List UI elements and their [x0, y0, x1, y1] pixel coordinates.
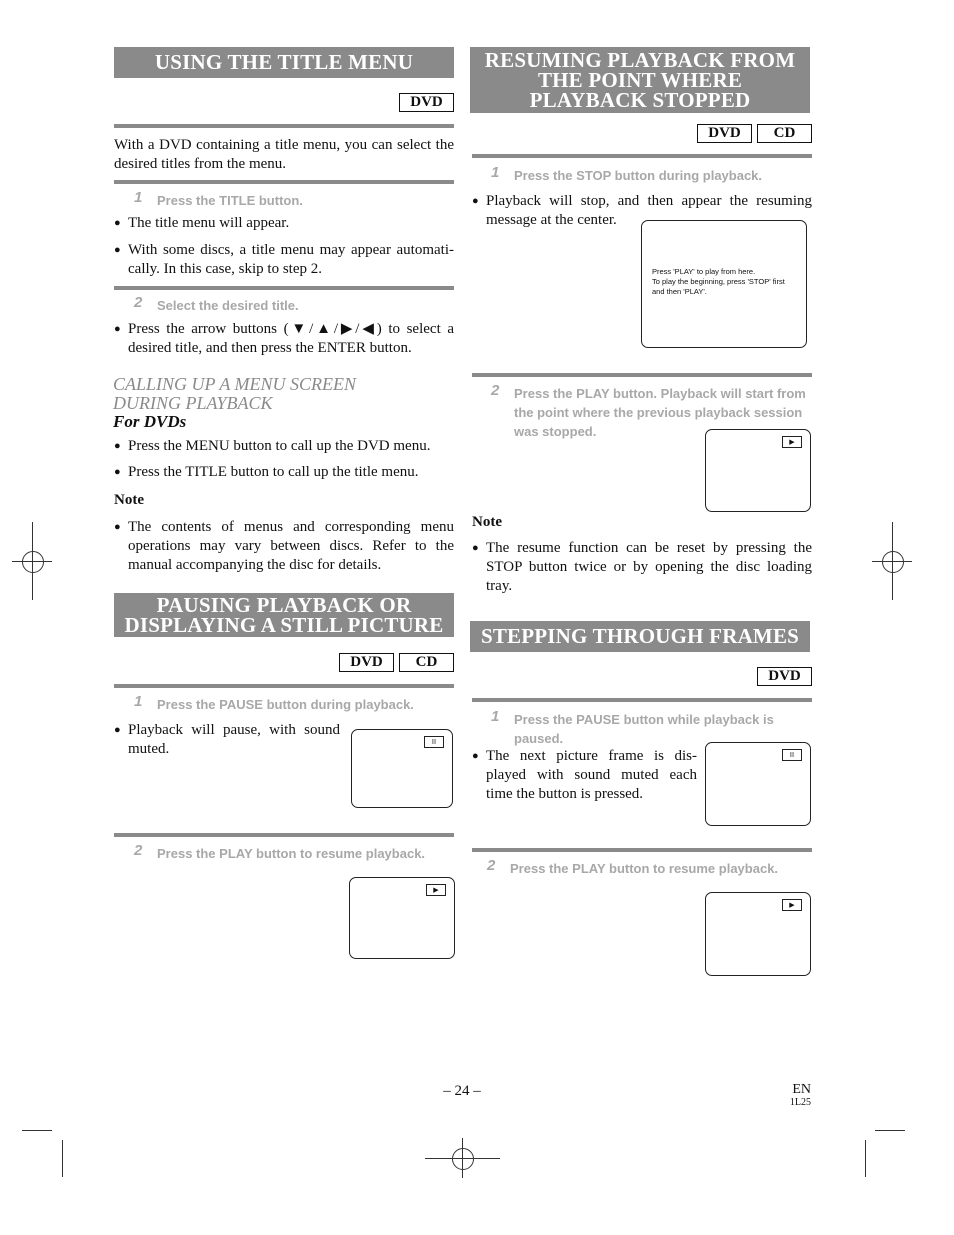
- bullet-text: Press the TITLE button to call up the title menu.: [128, 464, 419, 480]
- bullet-dot: ●: [114, 521, 121, 533]
- bullet-text: The contents of menus and corresponding menu operations may vary between discs. Refer to the manual accompanying the disc for details.: [128, 519, 454, 573]
- model-code: 1L25: [789, 1097, 811, 1108]
- play-icon: ▶: [782, 899, 802, 911]
- bullet-item: [114, 518, 454, 575]
- section-rule: [114, 833, 454, 837]
- dvd-tag: DVD: [757, 667, 812, 686]
- step-text: Press the PAUSE button while playback is paused.: [514, 712, 774, 746]
- resume-message: [652, 267, 785, 297]
- section-rule: [472, 154, 812, 158]
- crop-mark: [865, 1140, 866, 1177]
- resume-message-line2: To play the beginning, press 'STOP' first: [652, 277, 785, 286]
- page-number: – 24 –: [443, 1083, 481, 1099]
- crop-mark: [875, 1130, 905, 1131]
- stepping-heading: STEPPING THROUGH FRAMES: [470, 621, 810, 652]
- tv-screen-pause: [705, 742, 811, 826]
- section-rule: [472, 848, 812, 852]
- registration-line: [32, 522, 33, 600]
- section-rule: [472, 698, 812, 702]
- step-number: 1: [491, 164, 500, 181]
- bullet-dot: ●: [114, 724, 121, 736]
- step-2: [487, 859, 807, 878]
- step-number: 1: [134, 693, 143, 710]
- bullet-item: [114, 721, 340, 759]
- play-icon: ▶: [782, 436, 802, 448]
- tv-screen-resume-message: [641, 220, 807, 348]
- play-icon: ▶: [426, 884, 446, 896]
- bullet-text: Playback will pause, with sound muted.: [128, 722, 340, 757]
- dvd-tag: DVD: [399, 93, 454, 112]
- tv-screen-play: [705, 892, 811, 976]
- step-number: 2: [134, 842, 143, 859]
- bullet-item: [472, 747, 697, 804]
- bullet-dot: ●: [472, 542, 479, 554]
- resume-message-line1: Press 'PLAY' to play from here.: [652, 267, 756, 276]
- bullet-dot: ●: [114, 323, 121, 335]
- bullet-dot: ●: [114, 217, 121, 229]
- registration-line: [462, 1138, 463, 1178]
- bullet-text: Playback will stop, and then appear the resuming message at the center.: [486, 193, 812, 228]
- title-menu-heading: USING THE TITLE MENU: [114, 47, 454, 78]
- bullet-text: Press the MENU button to call up the DVD menu.: [128, 438, 431, 454]
- bullet-text: Press the arrow buttons (▼/▲/▶/◀) to select a desired title, and then press the ENTER button.: [128, 321, 454, 356]
- bullet-item: [114, 320, 454, 358]
- step-1: [134, 191, 454, 210]
- pausing-heading: [114, 593, 454, 637]
- step-text: Press the PLAY button. Playback will start from the point where the previous playback session was stopped.: [514, 386, 806, 439]
- note-heading: Note: [472, 514, 502, 530]
- registration-mark-left: [22, 551, 44, 573]
- pausing-heading-line2: DISPLAYING A STILL PICTURE: [124, 613, 444, 637]
- bullet-text: The resume function can be reset by pressing the STOP button twice or by opening the disc loading tray.: [486, 540, 812, 594]
- step-text: Press the TITLE button.: [157, 193, 303, 208]
- bullet-text: The title menu will appear.: [128, 215, 290, 231]
- section-rule: [114, 684, 454, 688]
- resuming-heading-line3: PLAYBACK STOPPED: [529, 88, 751, 112]
- step-text: Press the PLAY button to resume playback.: [510, 861, 779, 876]
- step-text: Select the desired title.: [157, 298, 299, 313]
- cd-tag: CD: [399, 653, 454, 672]
- step-number: 2: [134, 294, 143, 311]
- bullet-item: [114, 463, 454, 482]
- step-2: [134, 844, 454, 863]
- bullet-text: With some discs, a title menu may appear automati-cally. In this case, skip to step 2.: [128, 242, 454, 277]
- registration-mark-right: [882, 551, 904, 573]
- resuming-heading-line1: RESUMING PLAYBACK FROM: [484, 48, 796, 72]
- section-rule: [114, 286, 454, 290]
- step-number: 1: [491, 708, 500, 725]
- bullet-text: The next picture frame is dis-played with sound muted each time the button is pressed.: [486, 748, 697, 802]
- dvd-tag: DVD: [339, 653, 394, 672]
- tv-screen-play: [705, 429, 811, 512]
- bullet-item: [114, 437, 454, 456]
- pause-icon: II: [424, 736, 444, 748]
- resume-message-line3: and then 'PLAY'.: [652, 287, 707, 296]
- tv-screen-pause: [351, 729, 453, 808]
- resuming-heading-line2: THE POINT WHERE: [537, 68, 743, 92]
- language-label: EN: [792, 1082, 811, 1097]
- bullet-dot: ●: [472, 750, 479, 762]
- note-heading: Note: [114, 492, 144, 508]
- bullet-dot: ●: [472, 195, 479, 207]
- bullet-item: [114, 241, 454, 279]
- bullet-item: [472, 539, 812, 596]
- step-1: [134, 695, 454, 714]
- crop-mark: [22, 1130, 52, 1131]
- title-menu-intro: With a DVD containing a title menu, you can select the desired titles from the menu.: [114, 137, 454, 172]
- crop-mark: [62, 1140, 63, 1177]
- step-number: 2: [487, 857, 496, 874]
- cd-tag: CD: [757, 124, 812, 143]
- step-number: 2: [491, 382, 500, 399]
- pausing-heading-line1: PAUSING PLAYBACK OR: [156, 593, 412, 617]
- step-2: [134, 296, 454, 315]
- registration-line: [892, 522, 893, 600]
- section-rule: [114, 124, 454, 128]
- calling-up-heading-line1: CALLING UP A MENU SCREEN: [113, 374, 357, 394]
- bullet-dot: ●: [114, 440, 121, 452]
- resuming-heading: [470, 47, 810, 113]
- bullet-dot: ●: [114, 244, 121, 256]
- step-text: Press the STOP button during playback.: [514, 168, 763, 183]
- step-number: 1: [134, 189, 143, 206]
- step-text: Press the PLAY button to resume playback.: [157, 846, 426, 861]
- section-rule: [472, 373, 812, 377]
- calling-up-heading-line2: DURING PLAYBACK: [113, 393, 273, 413]
- pause-icon: II: [782, 749, 802, 761]
- bullet-item: [114, 214, 454, 233]
- registration-mark-bottom: [452, 1148, 474, 1170]
- dvd-tag: DVD: [697, 124, 752, 143]
- section-rule: [114, 180, 454, 184]
- tv-screen-play: [349, 877, 455, 959]
- step-text: Press the PAUSE button during playback.: [157, 697, 414, 712]
- bullet-dot: ●: [114, 466, 121, 478]
- for-dvds-subheading: For DVDs: [113, 412, 187, 431]
- step-1: [491, 166, 811, 185]
